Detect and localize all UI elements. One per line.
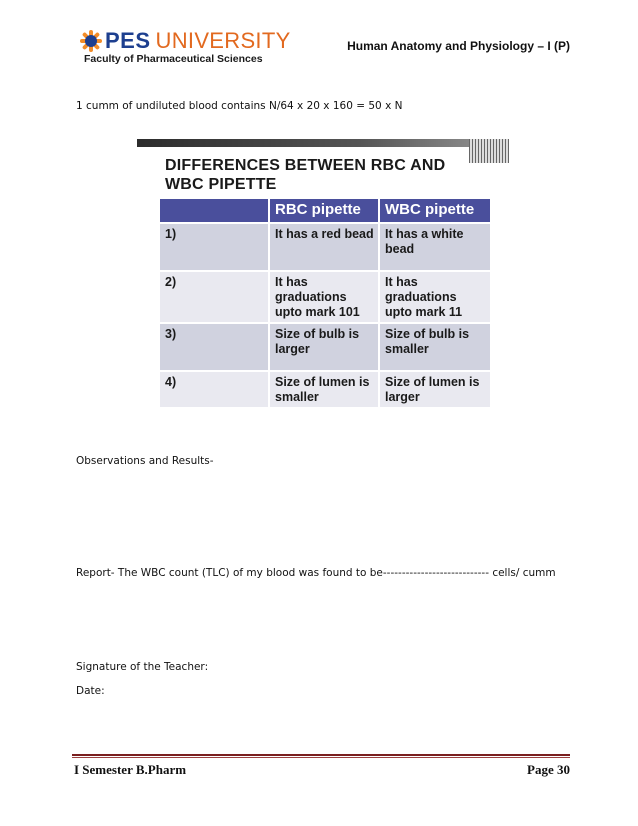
- table-cell: Size of bulb is larger: [269, 323, 379, 371]
- pes-emblem-icon: [80, 30, 102, 52]
- slide-title-line2: WBC PIPETTE: [165, 176, 277, 193]
- table-header-row: [160, 199, 491, 223]
- table-cell: 3): [160, 323, 269, 371]
- report-line: Report- The WBC count (TLC) of my blood was found to be---------------------------- cells/ cumm: [76, 567, 556, 579]
- slide-title: [165, 156, 445, 194]
- table-cell: It has a red bead: [269, 223, 379, 271]
- table-cell: 1): [160, 223, 269, 271]
- slide-top-bar: [137, 139, 509, 147]
- footer-rule-thin: [72, 757, 570, 758]
- table-cell: Size of lumen is larger: [379, 371, 491, 408]
- table-row: [160, 323, 491, 371]
- table-row: [160, 223, 491, 271]
- subject-title: Human Anatomy and Physiology – I (P): [347, 39, 570, 53]
- table-row: [160, 371, 491, 408]
- slide-title-line1: DIFFERENCES BETWEEN RBC AND: [165, 157, 446, 174]
- table-cell: Size of bulb is smaller: [379, 323, 491, 371]
- date-label: Date:: [76, 685, 105, 697]
- table-cell: It has graduations upto mark 11: [379, 271, 491, 323]
- logo-university-text: UNIVERSITY: [155, 28, 291, 53]
- table-cell: It has a white bead: [379, 223, 491, 271]
- pipette-differences-table: [160, 199, 492, 409]
- faculty-name: Faculty of Pharmaceutical Sciences: [84, 53, 263, 65]
- signature-label: Signature of the Teacher:: [76, 661, 209, 673]
- observations-heading: Observations and Results-: [76, 455, 214, 467]
- table-header-rbc: RBC pipette: [269, 199, 379, 223]
- university-logo: [80, 28, 291, 54]
- table-cell: It has graduations upto mark 101: [269, 271, 379, 323]
- footer-rule: [72, 754, 570, 756]
- formula-line: 1 cumm of undiluted blood contains N/64 x 20 x 160 = 50 x N: [76, 100, 403, 112]
- footer-page-number: Page 30: [527, 762, 570, 777]
- footer-semester: I Semester B.Pharm: [74, 762, 187, 777]
- table-cell: 4): [160, 371, 269, 408]
- table-row: [160, 271, 491, 323]
- table-header-wbc: WBC pipette: [379, 199, 491, 223]
- table-cell: Size of lumen is smaller: [269, 371, 379, 408]
- table-cell: 2): [160, 271, 269, 323]
- table-header-blank: [160, 199, 269, 223]
- logo-pes-text: PES: [105, 28, 151, 53]
- slide-bar-stripes: [469, 139, 509, 163]
